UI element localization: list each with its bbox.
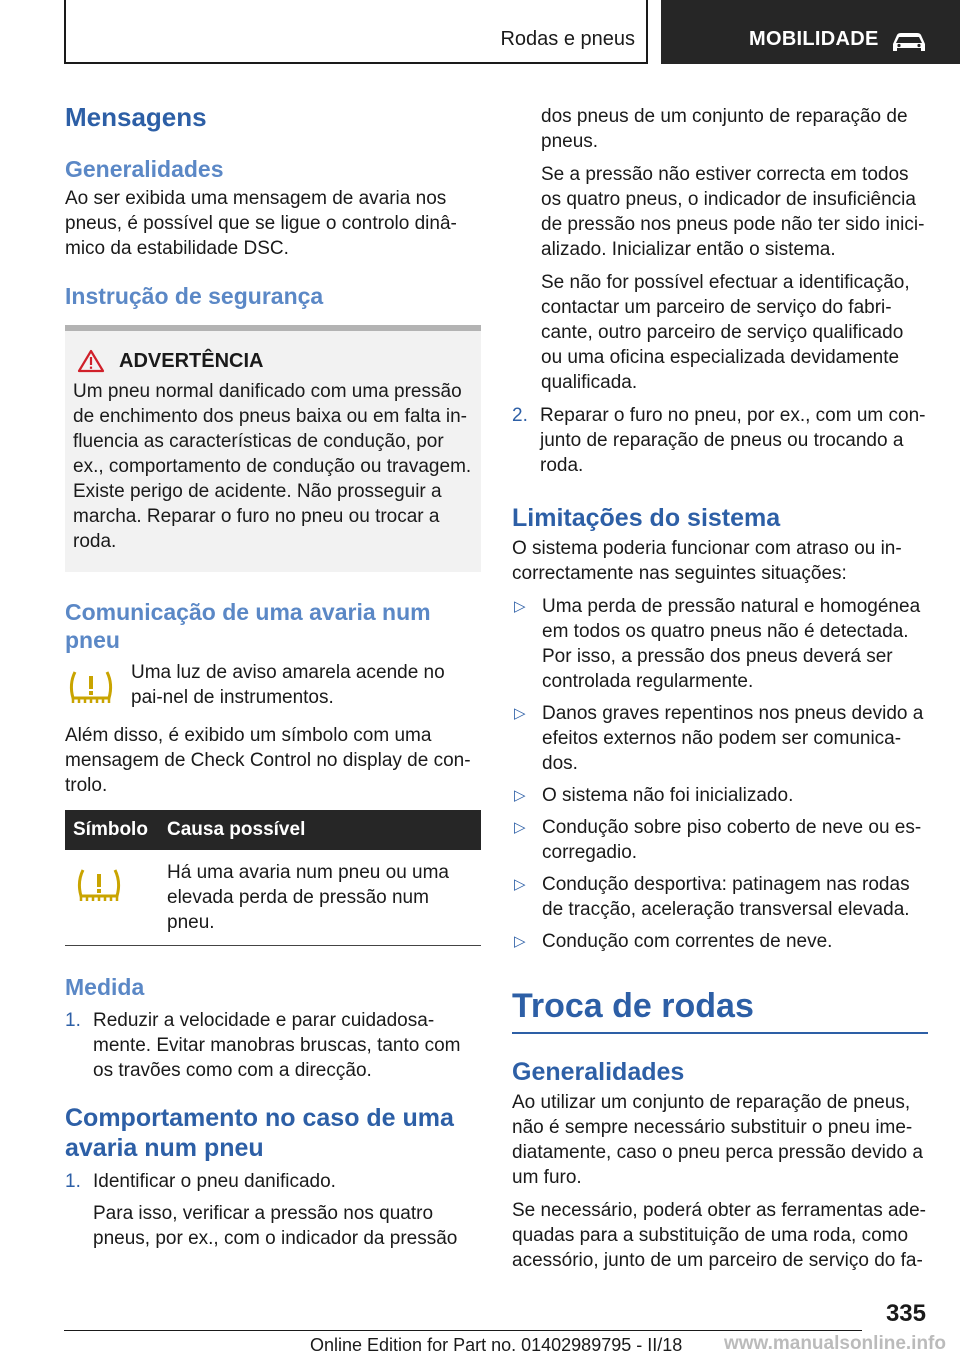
car-icon xyxy=(889,30,929,54)
footer-watermark: www.manualsonline.info xyxy=(723,1333,946,1354)
section-rule xyxy=(512,1032,928,1034)
bullet-icon: ▷ xyxy=(514,598,526,615)
table-cell-symbol xyxy=(65,850,159,946)
limitations-list xyxy=(512,594,928,954)
list-item xyxy=(512,872,928,922)
header-divider xyxy=(646,0,648,64)
step-text: Identificar o pneu danificado. xyxy=(93,1171,336,1192)
heading-comportamento: Comportamento no caso de uma avaria num pneu xyxy=(65,1104,454,1162)
paragraph-luz-aviso: Uma luz de aviso amarela acende no pai-nel de instrumentos. xyxy=(131,662,445,708)
warning-triangle-icon xyxy=(77,349,105,373)
step-subtext: Para isso, verificar a pressão nos quatro pneus, por ex., com o indicador da pressão xyxy=(93,1203,458,1249)
chapter-tab xyxy=(661,0,960,64)
step-text: Reduzir a velocidade e parar cuidadosa-mente. Evitar manobras bruscas, tanto com os travões como com a direcção. xyxy=(93,1010,461,1081)
continued-step-block xyxy=(512,104,928,395)
step-number: 1. xyxy=(65,1171,81,1192)
list-item xyxy=(512,403,928,478)
heading-medida: Medida xyxy=(65,974,145,1000)
heading-troca-rodas: Troca de rodas xyxy=(512,987,754,1025)
bullet-text: Uma perda de pressão natural e homogénea em todos os quatro pneus não é detectada. Por isso, a pressão dos pneus deverá ser controlada regularmente. xyxy=(542,596,921,692)
bullet-text: Condução com correntes de neve. xyxy=(542,931,833,952)
table-cell-cause: Há uma avaria num pneu ou uma elevada perda de pressão num pneu. xyxy=(159,850,481,946)
bullet-icon: ▷ xyxy=(514,787,526,804)
warning-box xyxy=(65,325,481,572)
bullet-icon: ▷ xyxy=(514,933,526,950)
warning-text: Um pneu normal danificado com uma pressão de enchimento dos pneus baixa ou em falta in-fluencia as características de condução, por ex., comportamento de condução ou travagem. Existe perigo de acidente. Não prosseguir a marcha. Reparar o furo no pneu ou trocar a roda. xyxy=(73,381,472,552)
step-number: 2. xyxy=(512,405,528,426)
left-column xyxy=(65,100,481,1251)
paragraph-continued-3: Se não for possível efectuar a identificação, contactar um parceiro de serviço do fabri-cante, outro parceiro de serviço qualificado ou uma oficina especializada devidamente qualificada. xyxy=(541,272,910,393)
header-left-rule xyxy=(64,0,66,64)
heading-mensagens: Mensagens xyxy=(65,102,207,132)
warning-title-row xyxy=(77,349,473,373)
header-section-title: Rodas e pneus xyxy=(500,28,635,50)
paragraph-generalidades-2b: Se necessário, poderá obter as ferramentas ade-quadas para a substituição de uma roda, como acessório, junto de um parceiro de serviço do fa- xyxy=(512,1200,927,1271)
heading-comunicacao-avaria: Comunicação de uma avaria num pneu xyxy=(65,599,431,653)
tpms-warning-icon xyxy=(73,866,125,906)
list-item xyxy=(512,701,928,776)
tpms-warning-light-row xyxy=(65,660,481,713)
chapter-title: MOBILIDADE xyxy=(749,28,879,50)
bullet-icon: ▷ xyxy=(514,705,526,722)
bullet-text: Danos graves repentinos nos pneus devido a efeitos externos não podem ser comunica-dos. xyxy=(542,703,924,774)
table-header-simbolo: Símbolo xyxy=(65,810,159,850)
paragraph-check-control: Além disso, é exibido um símbolo com uma mensagem de Check Control no display de con-trolo. xyxy=(65,725,471,796)
bullet-icon: ▷ xyxy=(514,876,526,893)
step-list-2 xyxy=(512,403,928,478)
medida-list xyxy=(65,1008,481,1083)
paragraph-generalidades: Ao ser exibida uma mensagem de avaria nos pneus, é possível que se ligue o controlo dinâ-mico da estabilidade DSC. xyxy=(65,188,457,259)
paragraph-generalidades-2a: Ao utilizar um conjunto de reparação de pneus, não é sempre necessário substituir o pneu ime-diatamente, caso o pneu perca pressão devido a um furo. xyxy=(512,1092,923,1188)
footer-edition: Online Edition for Part no. 01402989795 - II/18 xyxy=(310,1335,683,1355)
list-item xyxy=(512,783,928,808)
list-item xyxy=(512,815,928,865)
tpms-warning-icon xyxy=(65,668,117,708)
paragraph-continued-1: dos pneus de um conjunto de reparação de pneus. xyxy=(541,106,908,152)
heading-generalidades-2: Generalidades xyxy=(512,1058,685,1086)
bullet-text: O sistema não foi inicializado. xyxy=(542,785,794,806)
bullet-text: Condução sobre piso coberto de neve ou es-corregadio. xyxy=(542,817,922,863)
table-header-row xyxy=(65,810,481,850)
list-item xyxy=(512,929,928,954)
step-text: Reparar o furo no pneu, por ex., com um con-junto de reparação de pneus ou trocando a roda. xyxy=(540,405,926,476)
warning-title: ADVERTÊNCIA xyxy=(119,349,264,372)
table-header-causa: Causa possível xyxy=(159,810,481,850)
list-item xyxy=(65,1169,481,1251)
symbol-table xyxy=(65,810,481,946)
heading-instrucao-seguranca: Instrução de segurança xyxy=(65,283,324,309)
right-column xyxy=(512,104,928,1273)
list-item xyxy=(512,594,928,694)
footer-rule xyxy=(64,1330,862,1331)
table-row xyxy=(65,850,481,946)
header-bottom-rule xyxy=(64,62,648,64)
paragraph-continued-2: Se a pressão não estiver correcta em todos os quatro pneus, o indicador de insuficiência de pressão nos pneus pode não ter sido inici-alizado. Inicializar então o sistema. xyxy=(541,164,925,260)
comportamento-list xyxy=(65,1169,481,1251)
paragraph-limitacoes: O sistema poderia funcionar com atraso ou in-correctamente nas seguintes situações: xyxy=(512,538,902,584)
bullet-text: Condução desportiva: patinagem nas rodas de tracção, aceleração transversal elevada. xyxy=(542,874,910,920)
page-number: 335 xyxy=(885,1300,926,1327)
tpms-icon-container xyxy=(65,660,117,713)
heading-limitacoes: Limitações do sistema xyxy=(512,504,781,532)
heading-generalidades: Generalidades xyxy=(65,156,224,182)
step-number: 1. xyxy=(65,1010,81,1031)
step-text-block xyxy=(93,1169,481,1251)
list-item xyxy=(65,1008,481,1083)
bullet-icon: ▷ xyxy=(514,819,526,836)
